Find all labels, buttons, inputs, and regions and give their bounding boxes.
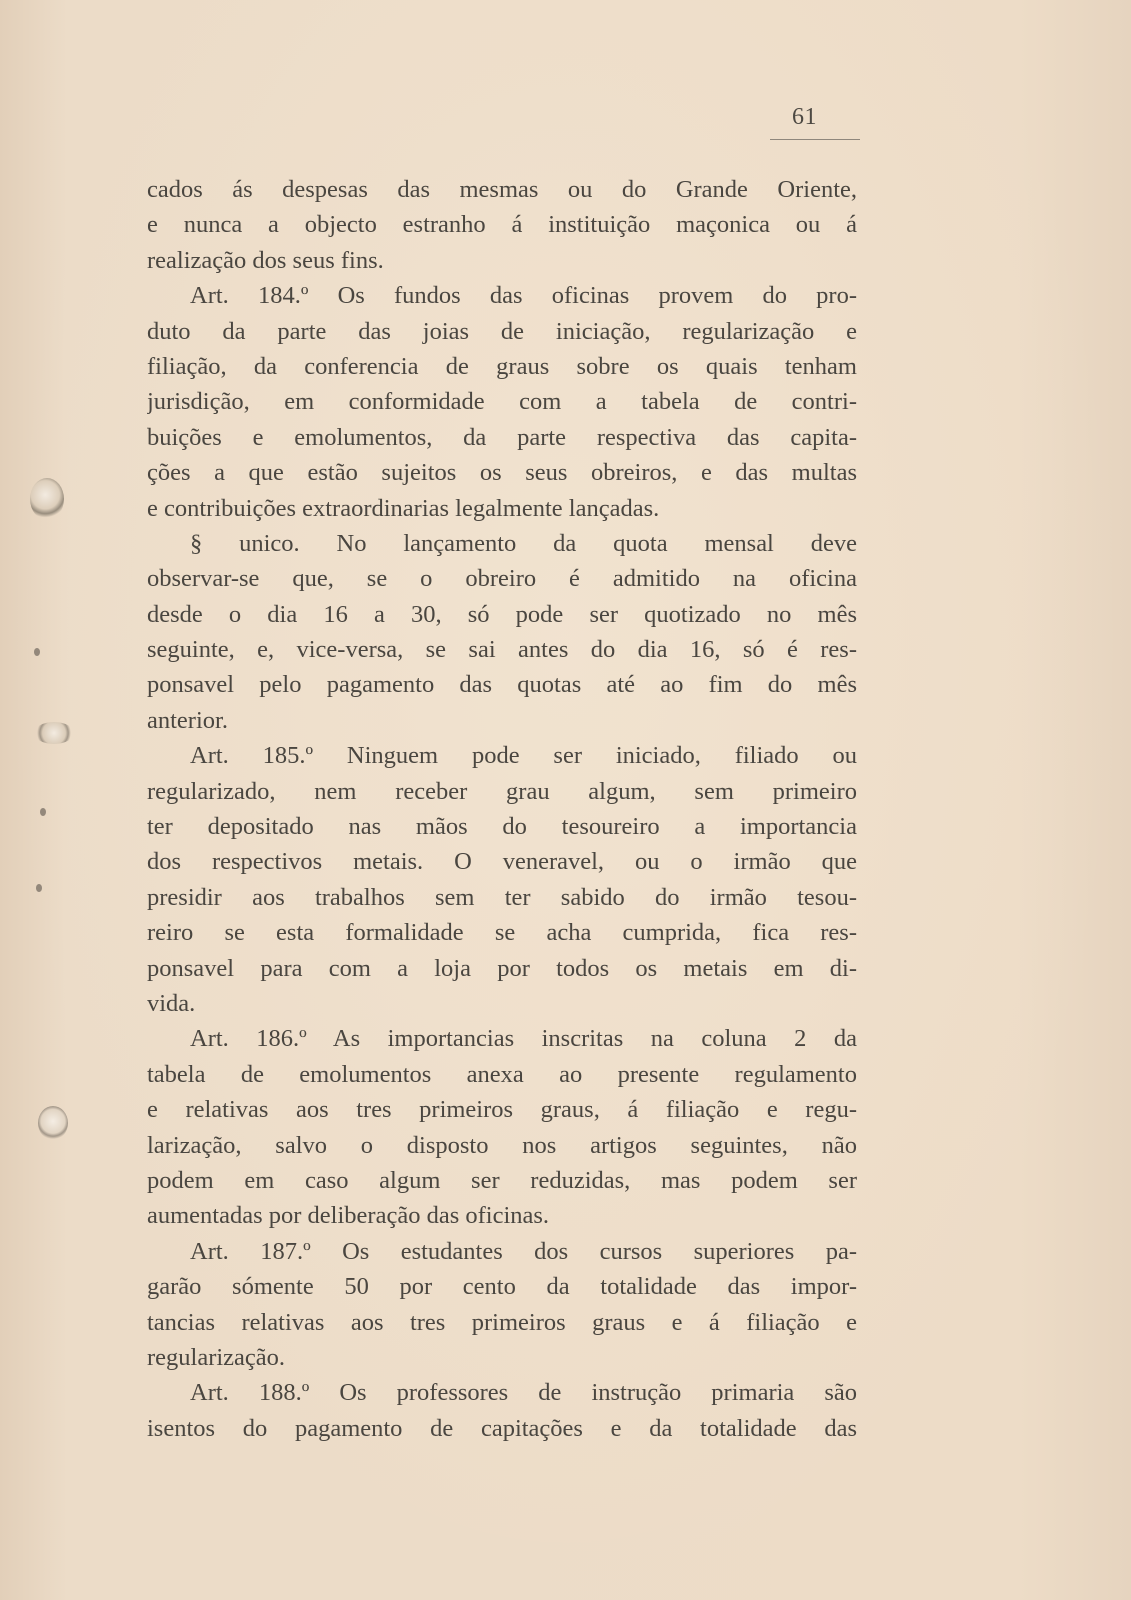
text-line: e relativas aos tres primeiros graus, á filiação e regu- <box>147 1096 857 1124</box>
ink-speck <box>36 884 42 892</box>
text-line: reiro se esta formalidade se acha cumprida, fica res- <box>147 919 857 947</box>
text-line: podem em caso algum ser reduzidas, mas podem ser <box>147 1166 857 1194</box>
ink-speck <box>40 808 46 816</box>
text-line: dos respectivos metais. O veneravel, ou o irmão que <box>147 848 857 876</box>
text-line: larização, salvo o disposto nos artigos seguintes, não <box>147 1131 857 1159</box>
paper-hole-mark <box>34 722 74 744</box>
text-line: regularização. <box>147 1343 286 1371</box>
text-line: desde o dia 16 a 30, só pode ser quotizado no mês <box>147 600 857 628</box>
article-184-start: Art. 184.º Os fundos das oficinas provem do pro- <box>190 282 857 310</box>
body-text <box>147 172 857 1446</box>
text-line: isentos do pagamento de capitações e da totalidade das <box>147 1414 857 1442</box>
text-line: seguinte, e, vice-versa, se sai antes do dia 16, só é res- <box>147 636 857 664</box>
text-line: buições e emolumentos, da parte respectiva das capita- <box>147 423 857 451</box>
text-line: filiação, da conferencia de graus sobre os quais tenham <box>147 352 857 380</box>
text-line: presidir aos trabalhos sem ter sabido do irmão tesou- <box>147 883 857 911</box>
text-line: ponsavel pelo pagamento das quotas até ao fim do mês <box>147 671 857 699</box>
text-line: regularizado, nem receber grau algum, sem primeiro <box>147 777 857 805</box>
text-line: duto da parte das joias de iniciação, regularização e <box>147 317 857 345</box>
article-185-start: Art. 185.º Ninguem pode ser iniciado, filiado ou <box>190 742 857 770</box>
text-line: ponsavel para com a loja por todos os metais em di- <box>147 954 857 982</box>
text-line: tancias relativas aos tres primeiros graus e á filiação e <box>147 1308 857 1336</box>
text-line: jurisdição, em conformidade com a tabela de contri- <box>147 388 857 416</box>
article-187-start: Art. 187.º Os estudantes dos cursos superiores pa- <box>190 1237 857 1265</box>
paper-hole-mark <box>38 1106 68 1140</box>
text-line: garão sómente 50 por cento da totalidade das impor- <box>147 1273 857 1301</box>
page-number: 61 <box>792 104 817 130</box>
text-line: realização dos seus fins. <box>147 246 384 274</box>
text-line: vida. <box>147 989 196 1017</box>
text-line: anterior. <box>147 706 228 734</box>
text-line: observar-se que, se o obreiro é admitido na oficina <box>147 565 857 593</box>
text-line: cados ás despesas das mesmas ou do Grande Oriente, <box>147 176 857 203</box>
header-rule <box>770 139 860 140</box>
paragraph-unico-start: § unico. No lançamento da quota mensal deve <box>190 529 857 557</box>
text-line: ções a que estão sujeitos os seus obreiros, e das multas <box>147 459 857 487</box>
article-188-start: Art. 188.º Os professores de instrução primaria são <box>190 1379 857 1407</box>
article-186-start: Art. 186.º As importancias inscritas na coluna 2 da <box>190 1025 857 1053</box>
text-line: tabela de emolumentos anexa ao presente regulamento <box>147 1060 857 1088</box>
paper-hole-mark <box>30 478 64 520</box>
text-line: e nunca a objecto estranho á instituição maçonica ou á <box>147 211 857 239</box>
ink-speck <box>34 648 40 656</box>
text-line: aumentadas por deliberação das oficinas. <box>147 1202 550 1230</box>
text-line: e contribuições extraordinarias legalmente lançadas. <box>147 494 660 522</box>
text-line: ter depositado nas mãos do tesoureiro a importancia <box>147 813 857 841</box>
